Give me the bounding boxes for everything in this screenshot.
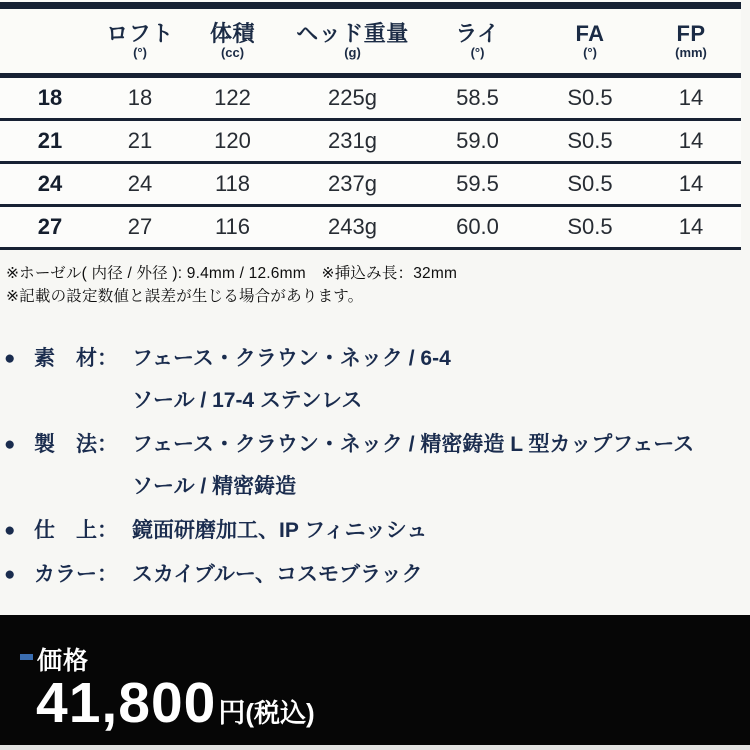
table-cell: 243g (328, 214, 377, 239)
header-label: 体積 (209, 20, 255, 46)
price-amount-row (36, 671, 315, 737)
header-unit: (°) (133, 44, 147, 60)
row-name-cell: 27 (37, 214, 63, 239)
note-line: ※記載の設定数値と誤差が生じる場合があります。 (6, 288, 364, 305)
detail-line: スカイブルー、コスモブラック (132, 563, 423, 586)
header-unit: (cc) (220, 44, 245, 60)
row-name-cell: 24 (37, 171, 63, 196)
detail-label: 素 材： (34, 347, 118, 370)
header-unit: (°) (470, 44, 485, 60)
table-cell: 14 (678, 171, 704, 196)
price-tax-note: (税込) (245, 698, 315, 728)
price-amount: 41,800 (36, 671, 217, 735)
header-label: ライ (455, 20, 500, 46)
detail-lines (132, 424, 750, 508)
table-cell: 237g (328, 171, 377, 196)
table-cell: 231g (328, 128, 377, 153)
bullet-icon: ● (4, 564, 16, 585)
table-cell: 21 (127, 128, 153, 153)
detail-label: 仕 上： (34, 519, 118, 542)
detail-line: フェース・クラウン・ネック / 精密鋳造 L 型カップフェース (132, 433, 695, 456)
price-accent-dash-icon (20, 654, 33, 660)
header-unit: (mm) (675, 44, 707, 60)
detail-label: 製 法： (34, 433, 118, 456)
table-cell: 58.5 (456, 85, 499, 110)
table-cell: S0.5 (567, 214, 613, 239)
table-cell: S0.5 (567, 85, 613, 110)
detail-line: ソール / 17-4 ステンレス (132, 389, 363, 412)
table-cell: 18 (127, 85, 153, 110)
footnotes (6, 262, 750, 308)
header-label: ヘッド重量 (296, 20, 409, 46)
header-unit: (g) (344, 44, 361, 60)
bullet-icon: ● (4, 348, 16, 369)
detail-line: ソール / 精密鋳造 (132, 475, 297, 498)
header-label: FA (575, 20, 605, 46)
table-cell: S0.5 (567, 128, 613, 153)
table-cell: 116 (214, 214, 251, 239)
table-cell: 14 (678, 85, 704, 110)
table-cell: 118 (214, 171, 251, 196)
table-cell: 120 (214, 128, 251, 153)
detail-line: フェース・クラウン・ネック / 6-4 (132, 347, 451, 370)
spec-table (0, 0, 741, 250)
detail-item (4, 554, 750, 596)
table-body (0, 78, 741, 250)
table-cell: 59.0 (456, 128, 499, 153)
bottom-strip (0, 745, 750, 750)
table-header-cell-4 (420, 22, 535, 60)
table-cell: 59.5 (456, 171, 499, 196)
detail-item (4, 424, 750, 508)
detail-lines (132, 554, 750, 596)
header-unit: (°) (583, 44, 597, 60)
row-name-cell: 18 (37, 85, 63, 110)
row-name-cell: 21 (37, 128, 63, 153)
detail-item (4, 338, 750, 422)
table-row (0, 164, 741, 207)
header-label: FP (676, 20, 706, 46)
table-header-cell-2 (180, 22, 285, 60)
table-header-cell-3 (285, 22, 420, 60)
detail-item (4, 510, 750, 552)
price-label: 価格 (37, 647, 90, 675)
table-header-cell-5 (535, 22, 645, 60)
table-row (0, 207, 741, 250)
table-header-cell-1 (100, 22, 180, 60)
table-top-bar (0, 2, 741, 9)
table-cell: 24 (127, 171, 153, 196)
table-cell: 27 (127, 214, 153, 239)
detail-line: 鏡面研磨加工、IP フィニッシュ (132, 519, 428, 542)
table-header-cell-6 (645, 22, 737, 60)
table-cell: 14 (678, 214, 704, 239)
table-cell: 122 (214, 85, 251, 110)
header-label: ロフト (106, 20, 174, 46)
bullet-icon: ● (4, 520, 16, 541)
price-unit: 円 (218, 698, 246, 728)
detail-lines (132, 510, 750, 552)
table-row (0, 121, 741, 164)
table-cell: 60.0 (456, 214, 499, 239)
table-cell: S0.5 (567, 171, 613, 196)
detail-lines (132, 338, 750, 422)
table-cell: 14 (678, 128, 704, 153)
note-line: ※ホーゼル( 内径 / 外径 ): 9.4mm / 12.6mm ※挿込み長：32mm (6, 265, 458, 282)
table-cell: 225g (328, 85, 377, 110)
price-section (0, 615, 750, 745)
bullet-icon: ● (4, 434, 16, 455)
table-row (0, 78, 741, 121)
table-header-row (0, 9, 741, 73)
detail-label: カラー： (34, 563, 118, 586)
product-details (4, 338, 750, 596)
